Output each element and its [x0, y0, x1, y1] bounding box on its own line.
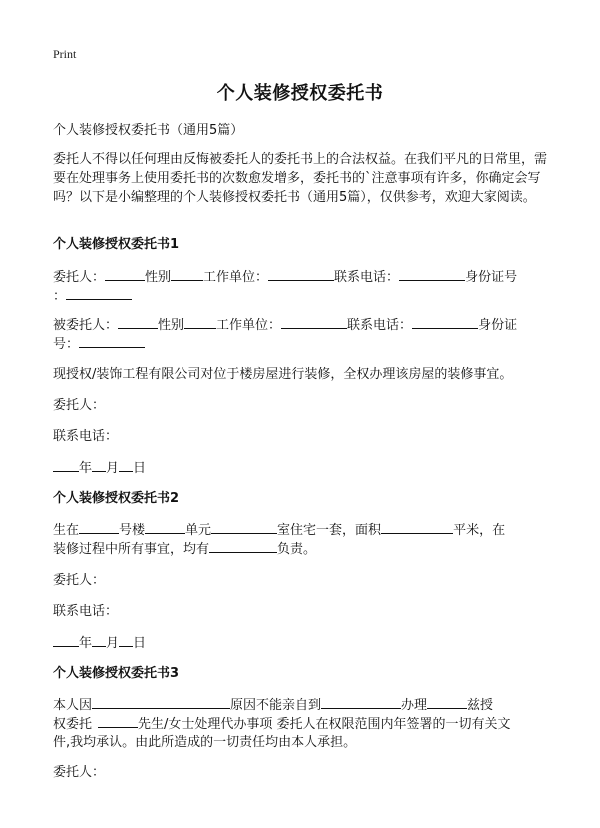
responsible-label: 负责。 — [277, 542, 317, 557]
section-1-body: 现授权/装饰工程有限公司对位于楼房屋进行装修，全权办理该房屋的装修事宜。 — [53, 367, 513, 382]
workplace-blank[interactable] — [281, 315, 347, 329]
cannot-attend-label: 原因不能亲自到 — [230, 698, 322, 713]
gender-blank[interactable] — [171, 267, 203, 281]
section-2-client-sign: 委托人： — [53, 573, 106, 588]
agent-blank[interactable] — [98, 714, 138, 728]
colon-label: ： — [53, 289, 67, 304]
id-number-label: 号： — [53, 337, 80, 352]
room-blank[interactable] — [211, 520, 277, 534]
gender-label: 性别 — [158, 318, 185, 333]
year-blank[interactable] — [53, 633, 79, 647]
section-1-heading: 个人装修授权委托书1 — [53, 237, 180, 252]
room-area-label: 室住宅一套，面积 — [277, 523, 382, 538]
section-1-client-sign: 委托人： — [53, 398, 106, 413]
section-1-phone: 联系电话： — [53, 429, 119, 444]
location-blank[interactable] — [321, 695, 401, 709]
year-label: 年 — [79, 461, 93, 476]
phone-label: 联系电话： — [347, 318, 413, 333]
day-blank[interactable] — [119, 633, 133, 647]
section-1-date — [53, 458, 553, 478]
unit-label: 单元 — [185, 523, 212, 538]
phone-label: 联系电话： — [334, 270, 400, 285]
workplace-label: 工作单位： — [203, 270, 269, 285]
section-2-line-2 — [53, 539, 553, 559]
section-1-client-id-line — [53, 286, 553, 306]
phone-blank[interactable] — [412, 315, 478, 329]
section-1-client-line — [53, 267, 553, 287]
area-blank[interactable] — [381, 520, 453, 534]
agent-text: 先生/女士处理代办事项 委托人在权限范围内年签署的一切有关文 — [138, 717, 511, 732]
id-number-blank[interactable] — [66, 286, 132, 300]
section-3-client-sign: 委托人： — [53, 765, 106, 780]
reason-label: 本人因 — [53, 698, 93, 713]
intro-paragraph: 委托人不得以任何理由反悔被委托人的委托书上的合法权益。在我们平凡的日常里，需要在处理事务上使用委托书的次数愈发增多，委托书的`注意事项有许多，你确定会写吗？以下是小编整理的个人装修授权委托书（通用5篇），仅供参考，欢迎大家阅读。 — [53, 152, 548, 205]
unit-blank[interactable] — [145, 520, 185, 534]
year-label: 年 — [79, 636, 93, 651]
agent-label: 被委托人： — [53, 318, 119, 333]
section-2-phone: 联系电话： — [53, 604, 119, 619]
responsible-blank[interactable] — [209, 539, 277, 553]
gender-label: 性别 — [145, 270, 172, 285]
agent-name-blank[interactable] — [118, 315, 158, 329]
born-label: 生在 — [53, 523, 80, 538]
day-label: 日 — [133, 636, 147, 651]
section-2-heading: 个人装修授权委托书2 — [53, 491, 180, 506]
matter-blank[interactable] — [427, 695, 467, 709]
day-blank[interactable] — [119, 458, 133, 472]
authorize-label: 兹授 — [467, 698, 494, 713]
workplace-label: 工作单位： — [216, 318, 282, 333]
section-1-agent-line — [53, 315, 553, 335]
reason-blank[interactable] — [92, 695, 230, 709]
section-3-line-2 — [53, 714, 553, 734]
section-3-line-1 — [53, 695, 553, 715]
client-name-blank[interactable] — [105, 267, 145, 281]
section-1-agent-id-line — [53, 334, 553, 354]
responsibility-label: 装修过程中所有事宜，均有 — [53, 542, 210, 557]
day-label: 日 — [133, 461, 147, 476]
month-blank[interactable] — [92, 633, 106, 647]
sqm-label: 平米，在 — [453, 523, 506, 538]
year-blank[interactable] — [53, 458, 79, 472]
month-blank[interactable] — [92, 458, 106, 472]
month-label: 月 — [106, 461, 120, 476]
section-3-heading: 个人装修授权委托书3 — [53, 666, 180, 681]
building-label: 号楼 — [119, 523, 146, 538]
gender-blank[interactable] — [184, 315, 216, 329]
section-2-date — [53, 633, 553, 653]
phone-blank[interactable] — [399, 267, 465, 281]
id-number-blank[interactable] — [79, 334, 145, 348]
section-3-line-3: 件,我均承认。由此所造成的一切责任均由本人承担。 — [53, 735, 357, 750]
building-blank[interactable] — [79, 520, 119, 534]
section-2-line-1 — [53, 520, 553, 540]
print-label[interactable]: Print — [53, 47, 77, 61]
entrust-label: 权委托 — [53, 717, 93, 732]
client-label: 委托人： — [53, 270, 106, 285]
handle-label: 办理 — [401, 698, 428, 713]
document-subtitle: 个人装修授权委托书（通用5篇） — [53, 123, 244, 138]
document-title: 个人装修授权委托书 — [216, 83, 384, 104]
id-label: 身份证 — [478, 318, 518, 333]
month-label: 月 — [106, 636, 120, 651]
workplace-blank[interactable] — [268, 267, 334, 281]
id-label: 身份证号 — [465, 270, 518, 285]
